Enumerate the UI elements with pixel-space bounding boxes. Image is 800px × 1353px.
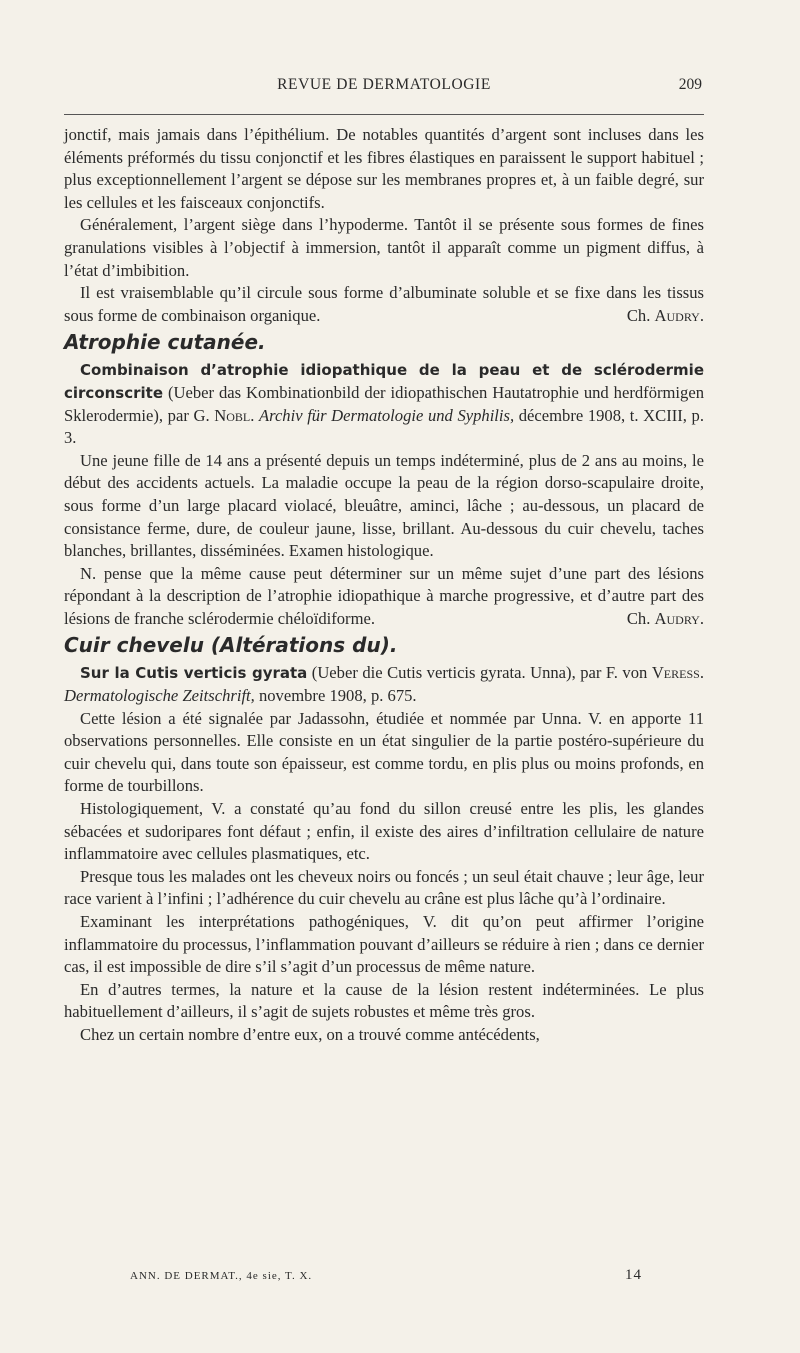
author: Veress. (651, 663, 704, 683)
article-title: Combinaison d’atrophie idiopathique de la peau et de sclérodermie circonscrite (64, 361, 704, 402)
paragraph (64, 282, 704, 327)
page-header (64, 76, 704, 100)
section-title: Cuir chevelu (Altérations du). (64, 633, 398, 658)
page-footer (130, 1267, 650, 1283)
paragraph-text: N. pense que la même cause peut déterminer sur un même sujet d’une part des lésions répondant à la description de l’atrophie idiopathique à marche progressive, et d’autre part des lésions de franche sclérodermie chéloïdiforme. (64, 563, 704, 628)
author: Nobl. (214, 405, 255, 425)
page-body (64, 124, 704, 1047)
article-reference: Combinaison d’atrophie idiopathique de la peau et de sclérodermie circonscrite (Ueber das Kombinationbild der idiopathischen Hautatrophie und herdförmigen Sklerodermie), par G. Nobl. Archiv für Dermatologie und Syphilis, décembre 1908, t. XCIII, p. 3. (64, 361, 704, 448)
signature: Ch. Audry. (626, 608, 704, 628)
paragraph: Une jeune fille de 14 ans a présenté depuis un temps indéterminé, plus de 2 ans au moins, le début des accidents actuels. La maladie occupe la peau de la région dorso-scapulaire droite, sous forme d’un large placard violacé, bleuâtre, aminci, lâche ; au-dessous, un placard de consistance ferme, dure, de couleur jaune, lisse, brillant. Au-dessous du cuir chevelu, taches blanches, brillantes, disséminées. Examen histologique. (64, 450, 704, 561)
paragraph: Généralement, l’argent siège dans l’hypoderme. Tantôt il se présente sous formes de fines granulations visibles à l’objectif à immersion, tantôt il apparaît comme un pigment diffus, à l’état d’imbibition. (64, 215, 704, 280)
paragraph: Chez un certain nombre d’entre eux, on a trouvé comme antécédents, (80, 1024, 540, 1044)
journal-reference: ANN. DE DERMAT., 4e sie, T. X. (130, 1270, 313, 1282)
journal-name: Dermatologische Zeitschrift, (64, 686, 255, 706)
signature-number: 14 (625, 1267, 642, 1283)
paragraph (64, 563, 704, 631)
signature: Ch. Audry. (626, 305, 704, 325)
paragraph: En d’autres termes, la nature et la cause de la lésion restent indéterminées. Le plus habituellement d’ailleurs, il s’agit de sujets robustes et même très gros. (64, 979, 704, 1022)
header-rule (64, 114, 704, 115)
paragraph: Histologiquement, V. a constaté qu’au fond du sillon creusé entre les plis, les glandes sébacées et sudoripares font défaut ; enfin, il existe des aires d’infiltration cellulaire de nature inflammatoire avec cellules plasmatiques, etc. (64, 799, 704, 864)
paragraph: Presque tous les malades ont les cheveux noirs ou foncés ; un seul était chauve ; leur âge, leur race varient à l’infini ; l’adhérence du cuir chevelu au crâne est plus lâche qu’à l’ordinaire. (64, 866, 704, 909)
journal-name: Archiv für Dermatologie und Syphilis, (258, 405, 515, 425)
paragraph: Cette lésion a été signalée par Jadassohn, étudiée et nommée par Unna. V. en apporte 11 observations personnelles. Elle consiste en un état singulier de la partie postéro-supérieure du cuir chevelu qui, dans toute son épaisseur, est comme tordu, en plis plus ou moins profonds, en forme de tourbillons. (64, 708, 704, 796)
section-title: Atrophie cutanée. (64, 330, 266, 355)
paragraph-text: Il est vraisemblable qu’il circule sous forme d’albuminate soluble et se fixe dans les tissus sous forme de combinaison organique. (64, 283, 704, 325)
paragraph: jonctif, mais jamais dans l’épithélium. De notables quantités d’argent sont incluses dans les éléments préformés du tissu conjonctif et les fibres élastiques en paraissent le support habituel ; plus exceptionnellement l’argent se dépose sur les membranes propres et, à un faible degré, sur les cellules et les faisceaux conjonctifs. (64, 125, 704, 212)
page-number: 209 (678, 76, 702, 93)
article-title: Sur la Cutis verticis gyrata (80, 664, 308, 683)
running-title: REVUE DE DERMATOLOGIE (277, 76, 491, 93)
article-reference: Sur la Cutis verticis gyrata (Ueber die Cutis verticis gyrata. Unna), par F. von Veress. Dermatologische Zeitschrift, novembre 1908, p. 675. (64, 663, 704, 706)
paragraph: Examinant les interprétations pathogéniques, V. dit qu’on peut affirmer l’origine inflammatoire du processus, l’inflammation pouvant d’ailleurs se réduire à rien ; dans ce dernier cas, il est impossible de dire s’il s’agit d’un processus de même nature. (64, 912, 704, 977)
